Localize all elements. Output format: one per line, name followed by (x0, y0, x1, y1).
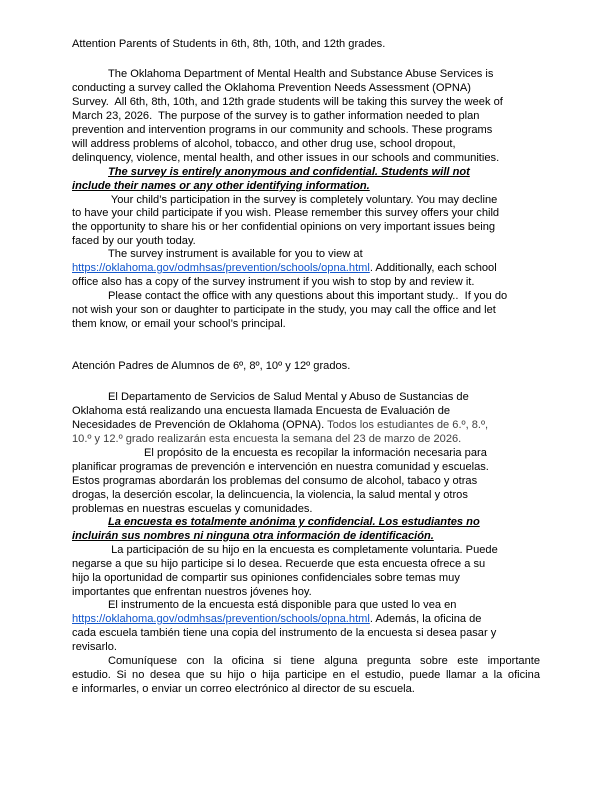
spanish-p4-line: revisarlo. (72, 641, 118, 653)
spanish-p1-line3-tail: Todos los estudiantes de 6.º, 8.º, (324, 419, 489, 431)
spanish-p2-line: problemas en nuestras escuelas y comunidades. (72, 503, 313, 515)
spanish-p2-line: Estos programas abordarán los problemas del consumo de alcohol, tabaco y otras (72, 475, 478, 487)
spanish-p2-line: drogas, la deserción escolar, la delincuencia, la violencia, la salud mental y otros (72, 489, 468, 501)
english-p4-line: Please contact the office with any questions about this important study.. If you do (108, 290, 508, 302)
spanish-p1-line (72, 419, 488, 433)
spanish-p3-line: La participación de su hijo en la encuesta es completamente voluntaria. Puede (108, 544, 498, 556)
spanish-p3-line: negarse a que su hijo participe si lo desea. Recuerde que esta encuesta ofrece a su (72, 558, 486, 570)
spanish-p4-after-link: . Además, la oficina de (369, 613, 482, 625)
spanish-p2-line: El propósito de la encuesta es recopilar la información necesaria para (144, 447, 487, 459)
spanish-p1-line: 10.º y 12.º grado realizarán esta encuesta la semana del 23 de marzo de 2026. (72, 433, 462, 445)
spanish-p4-line: cada escuela también tiene una copia del instrumento de la encuesta si desea pasar y (72, 627, 497, 639)
english-p2-line: faced by our youth today. (72, 235, 196, 247)
english-heading: Attention Parents of Students in 6th, 8th, 10th, and 12th grades. (72, 38, 386, 50)
spanish-heading: Atención Padres de Alumnos de 6º, 8º, 10º y 12º grados. (72, 360, 351, 372)
english-p2-line: to have your child participate if you wish. Please remember this survey offers your child (72, 207, 500, 219)
spanish-emphasis-line: La encuesta es totalmente anónima y confidencial. Los estudiantes no (108, 516, 480, 528)
spanish-p3-line: importantes que enfrentan nuestros jóvenes hoy. (72, 586, 312, 598)
spanish-p1-line: El Departamento de Servicios de Salud Mental y Abuso de Sustancias de (108, 391, 469, 403)
english-p1-line: March 23, 2026. The purpose of the survey is to gather information needed to plan (72, 110, 480, 122)
spanish-p1-line: Oklahoma está realizando una encuesta llamada Encuesta de Evaluación de (72, 405, 451, 417)
spanish-p5-line: e informarles, o enviar un correo electrónico al director de su escuela. (72, 683, 415, 695)
english-survey-link[interactable]: https://oklahoma.gov/odmhsas/prevention/schools/opna.html (72, 262, 370, 274)
english-p1-line: conducting a survey called the Oklahoma Prevention Needs Assessment (OPNA) (72, 82, 471, 94)
spanish-p5-line: Comuníquese con la oficina si tiene alguna pregunta sobre este importante (108, 655, 540, 667)
english-p1-line: Survey. All 6th, 8th, 10th, and 12th grade students will be taking this survey the week of (72, 96, 503, 108)
english-p2-line: Your child’s participation in the survey is completely voluntary. You may decline (108, 194, 498, 206)
english-p3-line: office also has a copy of the survey instrument if you wish to stop by and review it. (72, 276, 475, 288)
english-p1-line: will address problems of alcohol, tobacco, and other drug use, school dropout, (72, 138, 456, 150)
english-p1-line: The Oklahoma Department of Mental Health and Substance Abuse Services is (108, 68, 494, 80)
spanish-p4-line: El instrumento de la encuesta está disponible para que usted lo vea en (108, 599, 457, 611)
spanish-emphasis-line: incluirán sus nombres ni ninguna otra información de identificación. (72, 530, 434, 542)
english-p1-line: delinquency, violence, mental health, and other issues in our schools and communities. (72, 152, 500, 164)
english-p2-line: the opportunity to share his or her confidential opinions on very important issues being (72, 221, 496, 233)
spanish-p4-link-line (72, 613, 481, 627)
spanish-p3-line: hijo la oportunidad de compartir sus opiniones confidenciales sobre temas muy (72, 572, 460, 584)
english-p4-line: not wish your son or daughter to participate in the study, you may call the office and let (72, 304, 496, 316)
spanish-p1-line3-start: Necesidades de Prevención de Oklahoma (OPNA). (72, 419, 325, 431)
spanish-p5-line: estudio. Si no desea que su hijo o hija participe en el estudio, puede llamar a la oficina (72, 669, 540, 681)
spanish-survey-link[interactable]: https://oklahoma.gov/odmhsas/prevention/schools/opna.html (72, 613, 370, 625)
english-emphasis-line: The survey is entirely anonymous and confidential. Students will not (108, 166, 470, 178)
english-p1-line: prevention and intervention programs in our community and schools. These programs (72, 124, 493, 136)
english-p3-after-link: . Additionally, each school (369, 262, 497, 274)
english-p4-line: them know, or email your school’s principal. (72, 318, 286, 330)
english-p3-line: The survey instrument is available for you to view at (108, 248, 363, 260)
english-emphasis-line: include their names or any other identifying information. (72, 180, 370, 192)
spanish-p2-line: planificar programas de prevención e intervención en nuestra comunidad y escuelas. (72, 461, 489, 473)
english-p3-link-line (72, 262, 497, 276)
